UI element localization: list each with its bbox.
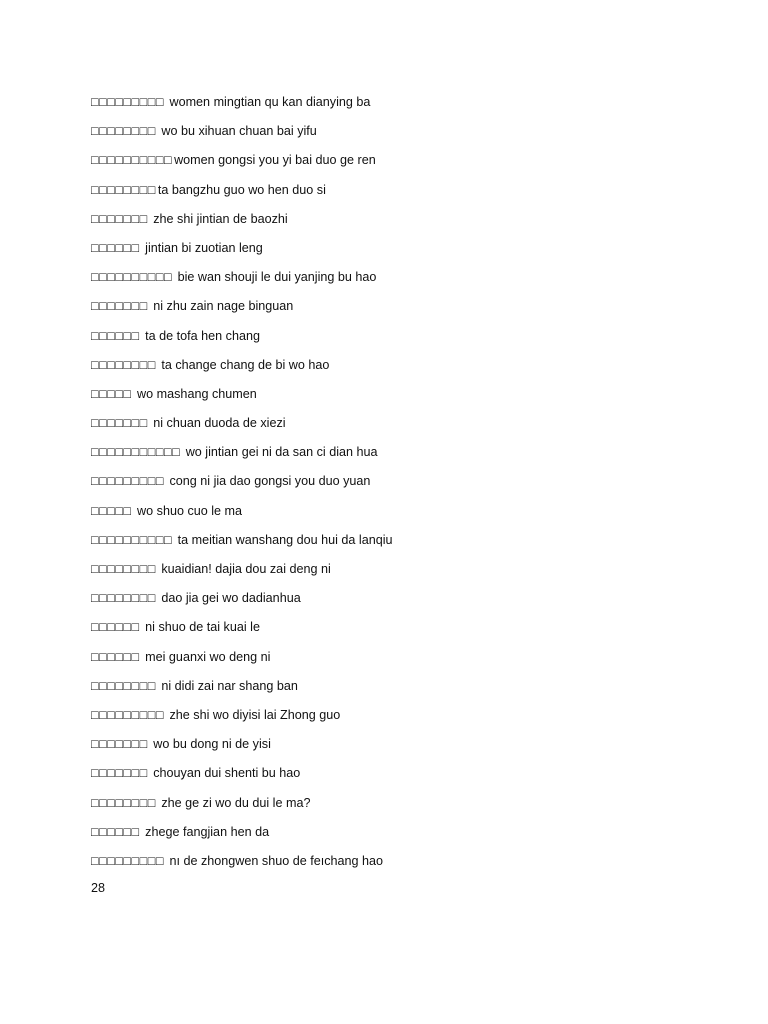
chinese-placeholder-text: □□□□□ <box>91 503 132 518</box>
chinese-placeholder-text: □□□□□□□□ <box>91 182 156 197</box>
sentence-line <box>91 384 731 413</box>
pinyin-text: women gongsi you yi bai duo ge ren <box>174 153 376 168</box>
sentence-list <box>91 92 731 880</box>
sentence-line <box>91 559 731 588</box>
chinese-placeholder-text: □□□□□ <box>91 386 132 401</box>
chinese-placeholder-text: □□□□□□□□□□ <box>91 532 173 547</box>
pinyin-text: ta change chang de bi wo hao <box>161 357 330 372</box>
chinese-placeholder-text: □□□□□□□□□□ <box>91 153 173 168</box>
pinyin-text: dao jia gei wo dadianhua <box>161 591 301 606</box>
sentence-line <box>91 150 731 179</box>
sentence-line <box>91 734 731 763</box>
chinese-placeholder-text: □□□□□□□□□ <box>91 95 164 109</box>
sentence-line <box>91 355 731 384</box>
sentence-line <box>91 267 731 296</box>
chinese-placeholder-text: □□□□□□□□□□□ <box>91 445 181 460</box>
chinese-placeholder-text: □□□□□□□□ <box>91 124 156 139</box>
sentence-line <box>91 442 731 471</box>
sentence-line <box>91 763 731 792</box>
pinyin-text: mei guanxi wo deng ni <box>145 649 271 664</box>
chinese-placeholder-text: □□□□□□□□□ <box>91 707 164 722</box>
chinese-placeholder-text: □□□□□□□□ <box>91 591 156 606</box>
sentence-line <box>91 180 731 209</box>
pinyin-text: ni shuo de tai kuai le <box>145 620 260 635</box>
pinyin-text: zhege fangjian hen da <box>145 824 270 839</box>
sentence-line <box>91 676 731 705</box>
pinyin-text: ni didi zai nar shang ban <box>161 678 298 693</box>
pinyin-text: ta meitian wanshang dou hui da lanqiu <box>177 532 393 547</box>
sentence-line <box>91 851 731 880</box>
sentence-line <box>91 705 731 734</box>
chinese-placeholder-text: □□□□□□ <box>91 240 140 255</box>
page-number: 28 <box>91 881 106 895</box>
pinyin-text: zhe shi jintian de baozhi <box>153 211 288 226</box>
chinese-placeholder-text: □□□□□□□□ <box>91 562 156 576</box>
chinese-placeholder-text: □□□□□□□□□ <box>91 474 164 489</box>
sentence-line <box>91 588 731 617</box>
chinese-placeholder-text: □□□□□□□□ <box>91 357 156 372</box>
chinese-placeholder-text: □□□□□□□□ <box>91 795 156 810</box>
sentence-line <box>91 471 731 500</box>
chinese-placeholder-text: □□□□□□□ <box>91 737 148 752</box>
pinyin-text: ta bangzhu guo wo hen duo si <box>157 182 326 197</box>
pinyin-text: kuaidian! dajia dou zai deng ni <box>161 562 331 576</box>
pinyin-text: chouyan dui shenti bu hao <box>153 766 301 781</box>
chinese-placeholder-text: □□□□□□□ <box>91 416 148 431</box>
chinese-placeholder-text: □□□□□□□□□ <box>91 853 164 868</box>
pinyin-text: ta de tofa hen chang <box>145 328 260 343</box>
sentence-line <box>91 296 731 325</box>
sentence-line <box>91 326 731 355</box>
pinyin-text: cong ni jia dao gongsi you duo yuan <box>169 474 371 489</box>
chinese-placeholder-text: □□□□□□ <box>91 649 140 664</box>
sentence-line <box>91 92 731 121</box>
sentence-line <box>91 647 731 676</box>
sentence-line <box>91 238 731 267</box>
sentence-line <box>91 209 731 238</box>
pinyin-text: wo shuo cuo le ma <box>137 503 243 518</box>
chinese-placeholder-text: □□□□□□□ <box>91 299 148 314</box>
chinese-placeholder-text: □□□□□□ <box>91 824 140 839</box>
chinese-placeholder-text: □□□□□□□ <box>91 766 148 781</box>
sentence-line <box>91 617 731 646</box>
pinyin-text: wo bu xihuan chuan bai yifu <box>161 124 317 139</box>
pinyin-text: jintian bi zuotian leng <box>145 240 263 255</box>
sentence-line <box>91 413 731 442</box>
chinese-placeholder-text: □□□□□□□□□□ <box>91 270 173 285</box>
chinese-placeholder-text: □□□□□□□□ <box>91 678 156 693</box>
pinyin-text: bie wan shouji le dui yanjing bu hao <box>177 270 377 285</box>
pinyin-text: ni chuan duoda de xiezi <box>153 416 286 431</box>
pinyin-text: zhe ge zi wo du dui le ma? <box>161 795 311 810</box>
sentence-line <box>91 822 731 851</box>
sentence-line <box>91 121 731 150</box>
sentence-line <box>91 501 731 530</box>
pinyin-text: ni zhu zain nage binguan <box>153 299 294 314</box>
pinyin-text: wo jintian gei ni da san ci dian hua <box>185 445 378 460</box>
pinyin-text: zhe shi wo diyisi lai Zhong guo <box>169 707 341 722</box>
pinyin-text: wo mashang chumen <box>137 386 257 401</box>
pinyin-text: nı de zhongwen shuo de feıchang hao <box>169 853 384 868</box>
chinese-placeholder-text: □□□□□□ <box>91 328 140 343</box>
sentence-line <box>91 793 731 822</box>
sentence-line <box>91 530 731 559</box>
chinese-placeholder-text: □□□□□□□ <box>91 211 148 226</box>
pinyin-text: women mingtian qu kan dianying ba <box>169 95 371 109</box>
pinyin-text: wo bu dong ni de yisi <box>153 737 271 752</box>
chinese-placeholder-text: □□□□□□ <box>91 620 140 635</box>
